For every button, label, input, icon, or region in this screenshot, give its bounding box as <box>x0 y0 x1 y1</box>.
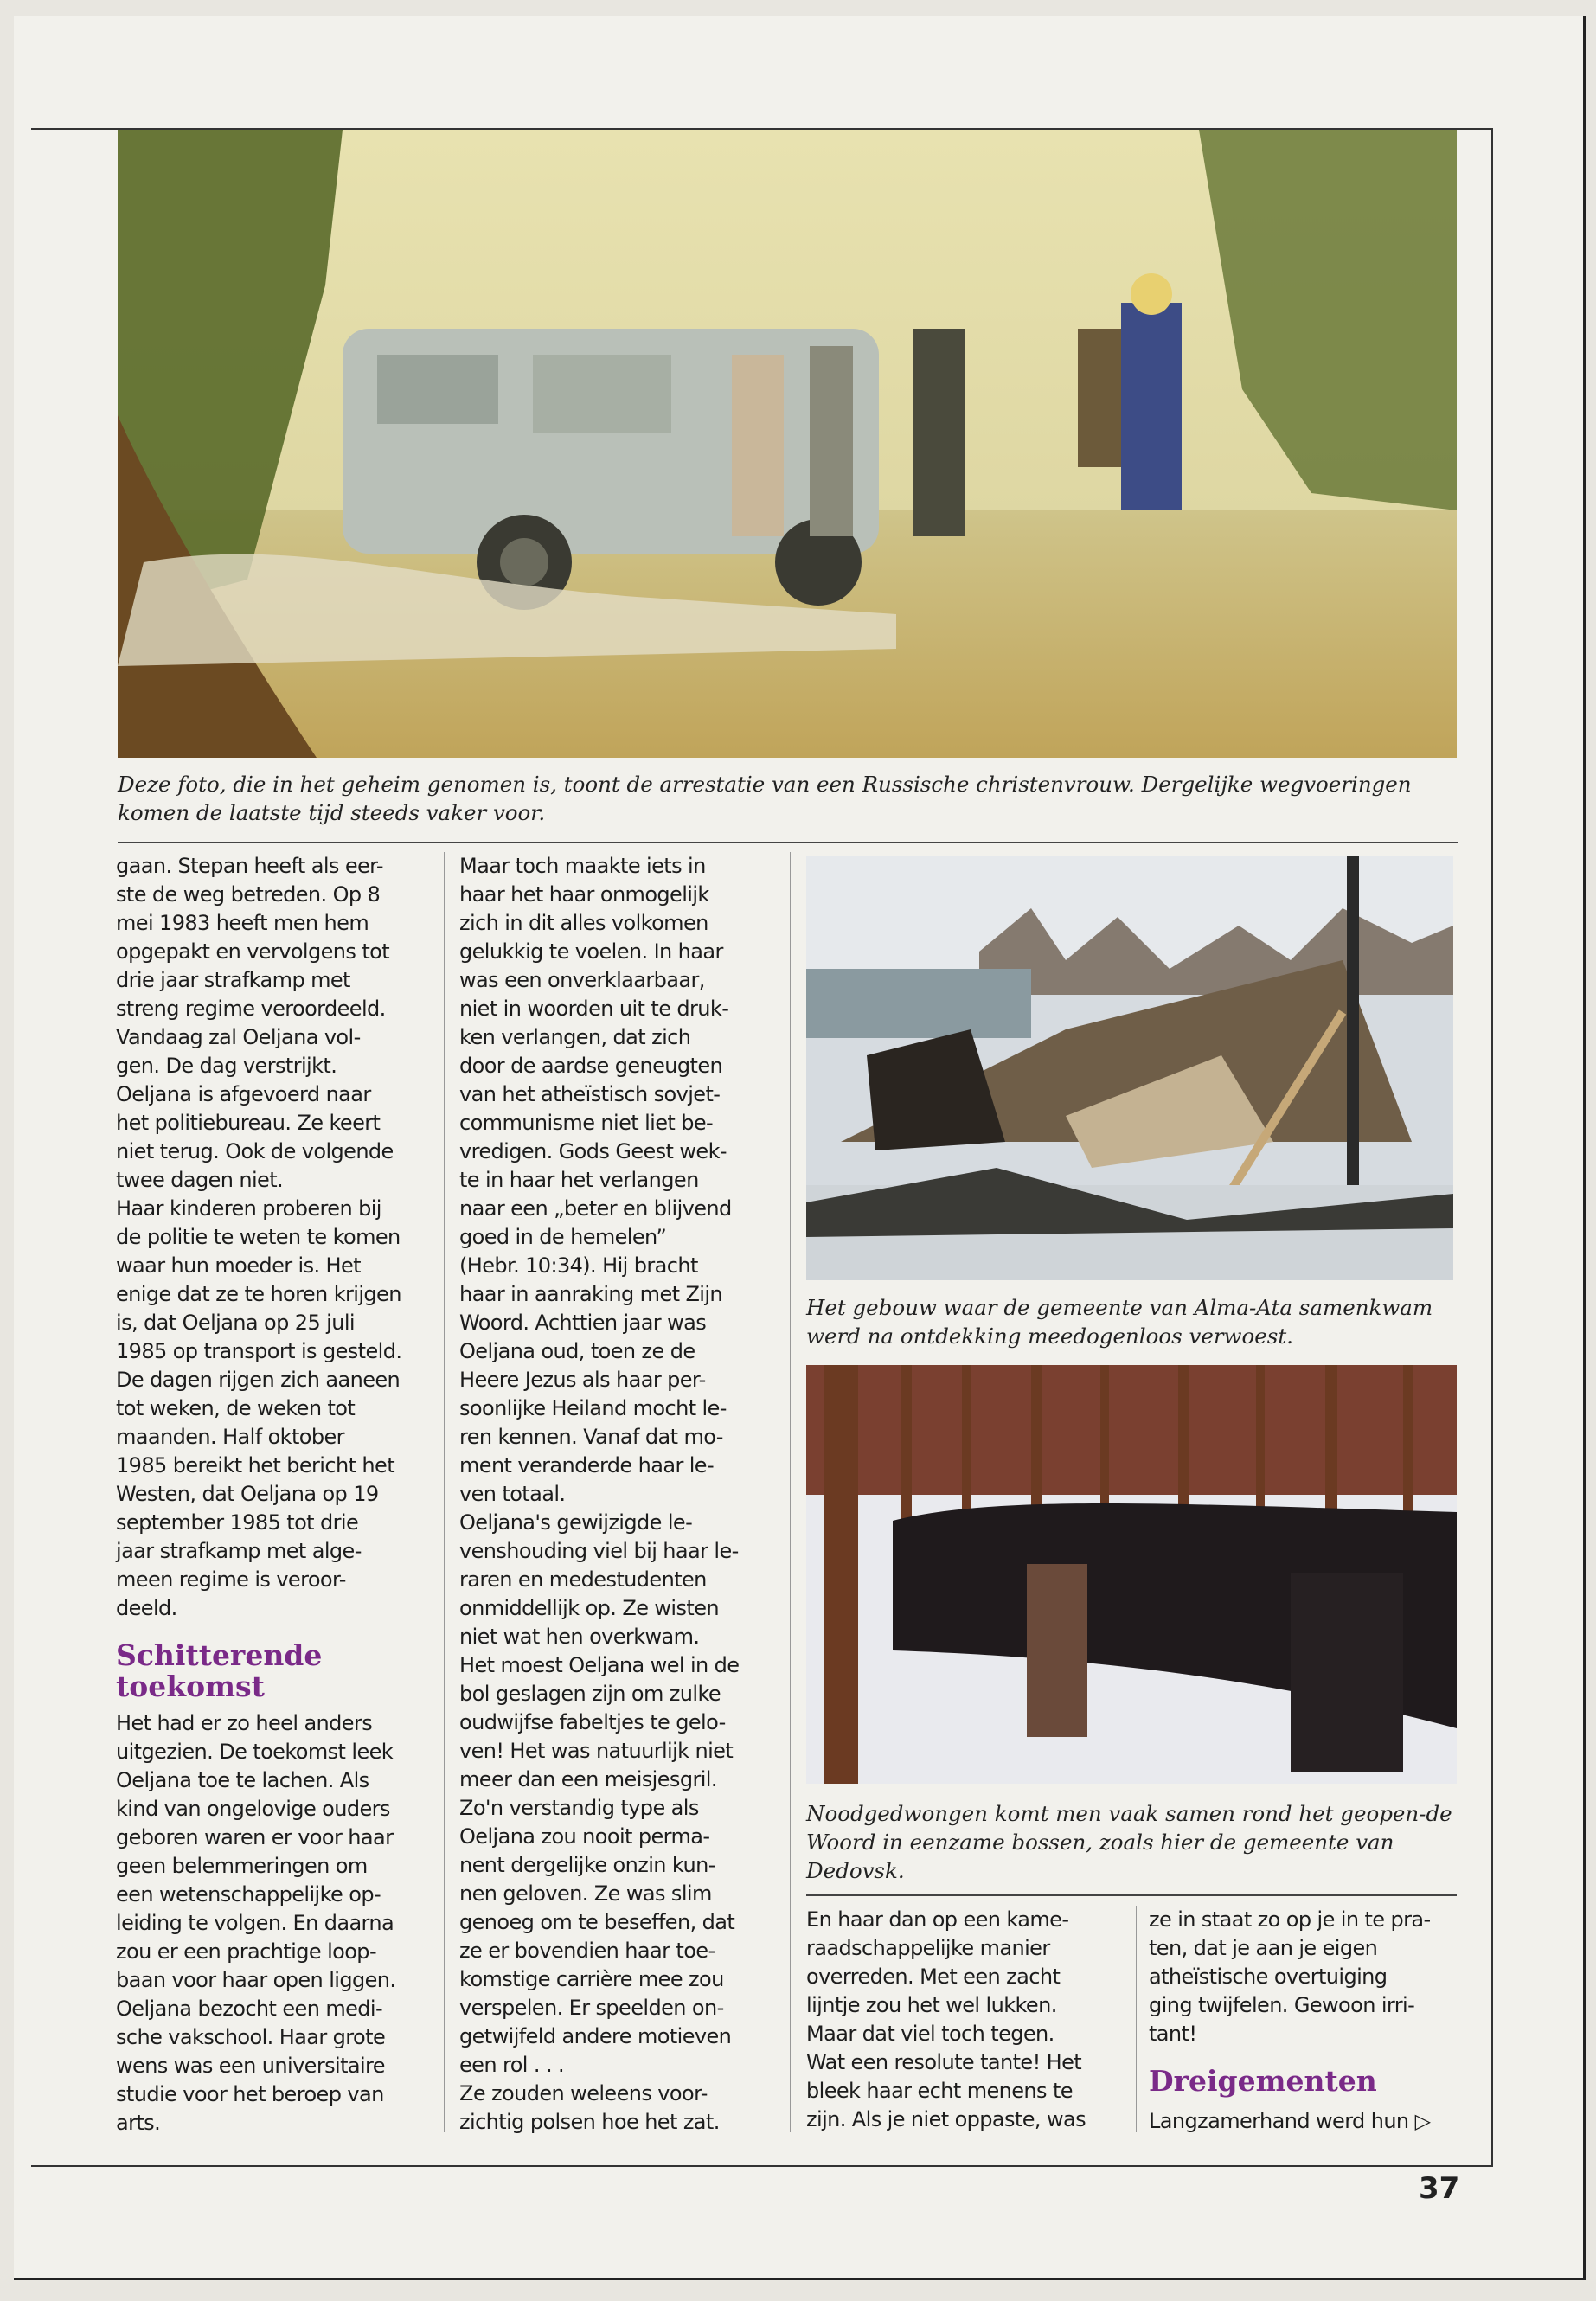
subhead-dreigementen: Dreigementen <box>1149 2064 1377 2098</box>
column-divider-3 <box>1136 1906 1137 2132</box>
column-divider-2 <box>790 852 791 2132</box>
col3-text: En haar dan op een kame- raadschappelijke manier overreden. Met een zacht lijntje zou het wel lukken. Maar dat viel toch tegen. Wat een resolute tante! Het bleek haar echt menens te zijn. Als je niet oppaste, was <box>806 1907 1086 2131</box>
col1-text-a: gaan. Stepan heeft als eer- ste de weg betreden. Op 8 mei 1983 heeft men hem opgepakt en vervolgens tot drie jaar strafkamp met streng regime veroordeeld. Vandaag zal Oeljana vol- gen. De dag verstrijkt. Oeljana is afgevoerd naar het politiebureau. Ze keert niet terug. Ook de volgende twee dagen niet. Haar kinderen proberen bij de politie te weten te komen waar hun moeder is. Het enige dat ze te horen krijgen is, dat Oeljana op 25 juli 1985 op transport is gesteld. De dagen rijgen zich aaneen tot weken, de weken tot maanden. Half oktober 1985 bereikt het bericht het Westen, dat Oeljana op 19 september 1985 tot drie jaar strafkamp met alge- meen regime is veroor- deeld. <box>116 854 402 1620</box>
subhead-schitterende-toekomst: Schitterende toekomst <box>116 1638 323 1703</box>
forest-photo <box>806 1365 1457 1784</box>
caption-building: Het gebouw waar de gemeente van Alma-Ata samenkwam werd na ontdekking meedogenloos verwoest. <box>806 1295 1433 1349</box>
column-divider-1 <box>444 852 445 2132</box>
building-photo <box>806 856 1453 1280</box>
caption-divider <box>118 842 1458 843</box>
caption-arrest: Deze foto, die in het geheim genomen is, toont de arrestatie van een Russische christenvrouw. Dergelijke wegvoeringen komen de laatste tijd steeds vaker voor. <box>118 772 1412 825</box>
page-number: 37 <box>1419 2171 1460 2206</box>
lower-right-divider <box>806 1894 1457 1896</box>
col4-text: ze in staat zo op je in te pra- ten, dat je aan je eigen atheïstische overtuiging ging twijfelen. Gewoon irri- tant! <box>1149 1907 1431 2046</box>
col1-text-b: Het had er zo heel anders uitgezien. De toekomst leek Oeljana toe te lachen. Als kind van ongelovige ouders geboren waren er voor haar geen belemmeringen om een wetenschappelijke op- leiding te volgen. En daarna zou er een prachtige loop- baan voor haar open liggen. Oeljana bezocht een medi- sche vakschool. Haar grote wens was een universitaire studie voor het beroep van arts. <box>116 1711 396 2135</box>
col4-text-b: Langzamerhand werd hun ▷ <box>1149 2109 1431 2133</box>
col2-text: Maar toch maakte iets in haar het haar onmogelijk zich in dit alles volkomen gelukkig te voelen. In haar was een onverklaarbaar, niet in woorden uit te druk- ken verlangen, dat zich door de aardse geneugten van het atheïstisch sovjet- communisme niet liet be- vredigen. Gods Geest wek- te in haar het verlangen naar een „beter en blijvend goed in de hemelen” (Hebr. 10:34). Hij bracht haar in aanraking met Zijn Woord. Achttien jaar was Oeljana oud, toen ze de Heere Jezus als haar per- soonlijke Heiland mocht le- ren kennen. Vanaf dat mo- ment veranderde haar le- ven totaal. Oeljana's gewijzigde le- venshouding viel bij haar le- raren en medestudenten onmiddellijk op. Ze wisten niet wat hen overkwam. Het moest Oeljana wel in de bol geslagen zijn om zulke oudwijfse fabeltjes te gelo- ven! Het was natuurlijk niet meer dan een meisjesgril. Zo'n verstandig type als Oeljana zou nooit perma- nent dergelijke onzin kun- nen geloven. Ze was slim genoeg om te beseffen, dat ze er bovendien haar toe- komstige carrière mee zou verspelen. Er speelden on- getwijfeld andere motieven een rol . . . Ze zouden weleens voor- zichtig polsen hoe het zat. <box>459 854 740 2134</box>
caption-forest: Noodgedwongen komt men vaak samen rond het geopen-de Woord in eenzame bossen, zoals hier de gemeente van Dedovsk. <box>806 1801 1452 1883</box>
arrest-photo <box>118 130 1457 758</box>
bottom-rule <box>31 2165 1493 2167</box>
right-rule <box>1491 128 1493 2165</box>
